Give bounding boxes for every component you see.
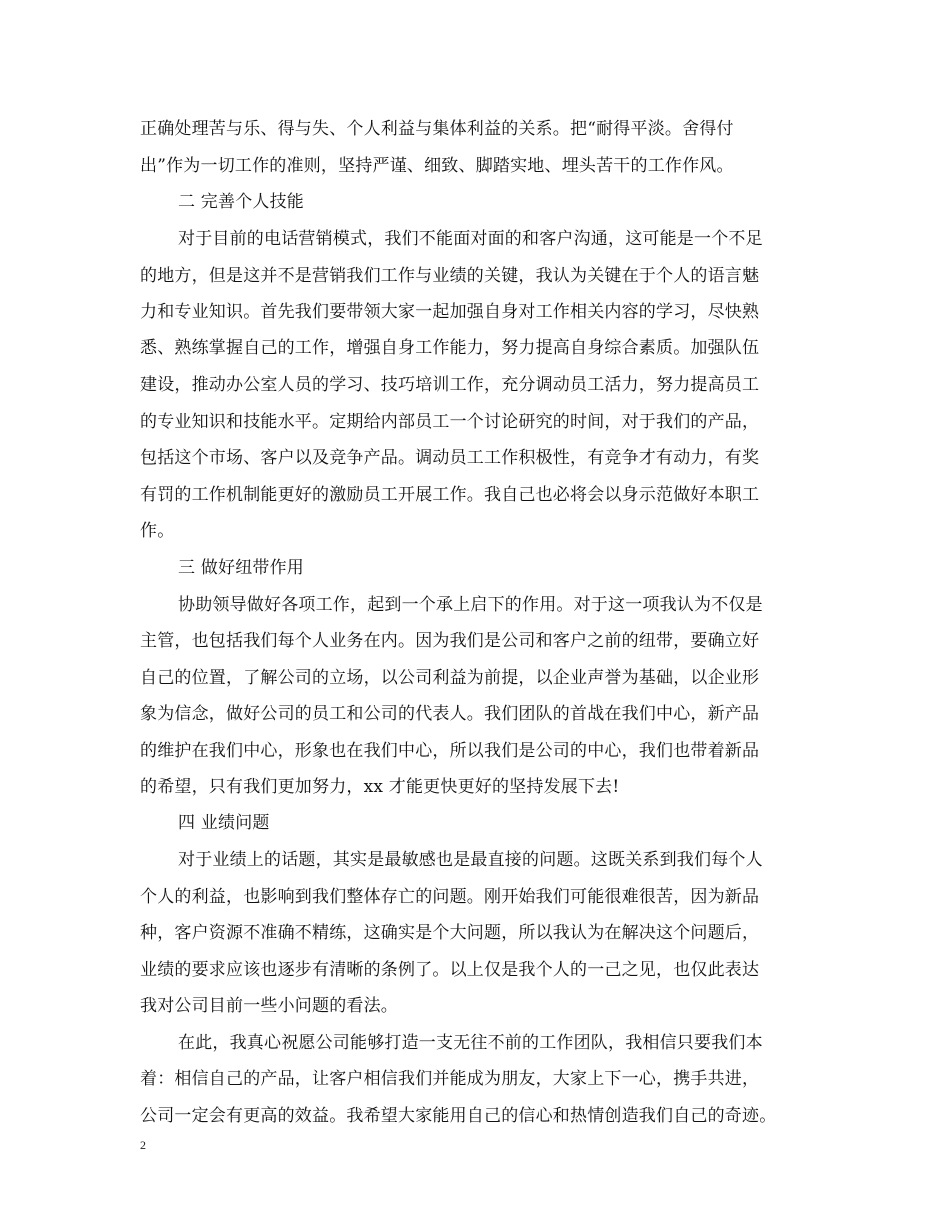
text-line: 象为信念，做好公司的员工和公司的代表人。我们团队的首战在我们中心，新产品 bbox=[140, 704, 760, 724]
text-line: 种，客户资源不准确不精练，这确实是个大问题，所以我认为在解决这个问题后， bbox=[140, 923, 760, 943]
text-line: 对于目前的电话营销模式，我们不能面对面的和客户沟通，这可能是一个不足 bbox=[178, 229, 763, 249]
text-line: 协助领导做好各项工作，起到一个承上启下的作用。对于这一项我认为不仅是 bbox=[178, 595, 763, 615]
text-line: 在此，我真心祝愿公司能够打造一支无往不前的工作团队，我相信只要我们本 bbox=[178, 1033, 763, 1053]
text-line: 自己的位置，了解公司的立场，以公司利益为前提，以企业声誉为基础，以企业形 bbox=[140, 668, 760, 688]
text-line: 的希望，只有我们更加努力，xx 才能更快更好的坚持发展下去! bbox=[140, 777, 620, 797]
text-line: 建设，推动办公室人员的学习、技巧培训工作，充分调动员工活力，努力提高员工 bbox=[140, 375, 760, 395]
text-line: 出”作为一切工作的准则，坚持严谨、细致、脚踏实地、埋头苦干的工作作风。 bbox=[140, 156, 734, 176]
text-line: 力和专业知识。首先我们要带领大家一起加强自身对工作相关内容的学习，尽快熟 bbox=[140, 302, 760, 322]
text-line: 对于业绩上的话题，其实是最敏感也是最直接的问题。这既关系到我们每个人 bbox=[178, 850, 763, 870]
text-line: 个人的利益，也影响到我们整体存亡的问题。刚开始我们可能很难很苦，因为新品 bbox=[140, 887, 760, 907]
text-line: 的专业知识和技能水平。定期给内部员工一个讨论研究的时间，对于我们的产品， bbox=[140, 412, 760, 432]
page-number: 2 bbox=[140, 1138, 146, 1152]
text-line: 包括这个市场、客户以及竞争产品。调动员工工作积极性，有竞争才有动力，有奖 bbox=[140, 448, 760, 468]
text-line: 作。 bbox=[140, 521, 175, 541]
text-line: 我对公司目前一些小问题的看法。 bbox=[140, 996, 398, 1016]
text-line: 着：相信自己的产品，让客户相信我们并能成为朋友，大家上下一心，携手共进， bbox=[140, 1069, 760, 1089]
text-line: 业绩的要求应该也逐步有清晰的条例了。以上仅是我个人的一己之见，也仅此表达 bbox=[140, 960, 760, 980]
text-line: 有罚的工作机制能更好的激励员工开展工作。我自己也必将会以身示范做好本职工 bbox=[140, 485, 760, 505]
section-heading: 四 业绩问题 bbox=[178, 813, 270, 833]
section-heading: 二 完善个人技能 bbox=[178, 192, 305, 212]
text-line: 主管，也包括我们每个人业务在内。因为我们是公司和客户之前的纽带，要确立好 bbox=[140, 631, 760, 651]
text-line: 正确处理苦与乐、得与失、个人利益与集体利益的关系。把“耐得平淡。舍得付 bbox=[140, 119, 734, 139]
text-line: 的地方，但是这并不是营销我们工作与业绩的关键，我认为关键在于个人的语言魅 bbox=[140, 266, 760, 286]
text-line: 公司一定会有更高的效益。我希望大家能用自己的信心和热情创造我们自己的奇迹。 bbox=[140, 1106, 777, 1126]
text-line: 的维护在我们中心，形象也在我们中心，所以我们是公司的中心，我们也带着新品 bbox=[140, 741, 760, 761]
section-heading: 三 做好纽带作用 bbox=[178, 558, 305, 578]
text-line: 悉、熟练掌握自己的工作，增强自身工作能力，努力提高自身综合素质。加强队伍 bbox=[140, 338, 760, 358]
